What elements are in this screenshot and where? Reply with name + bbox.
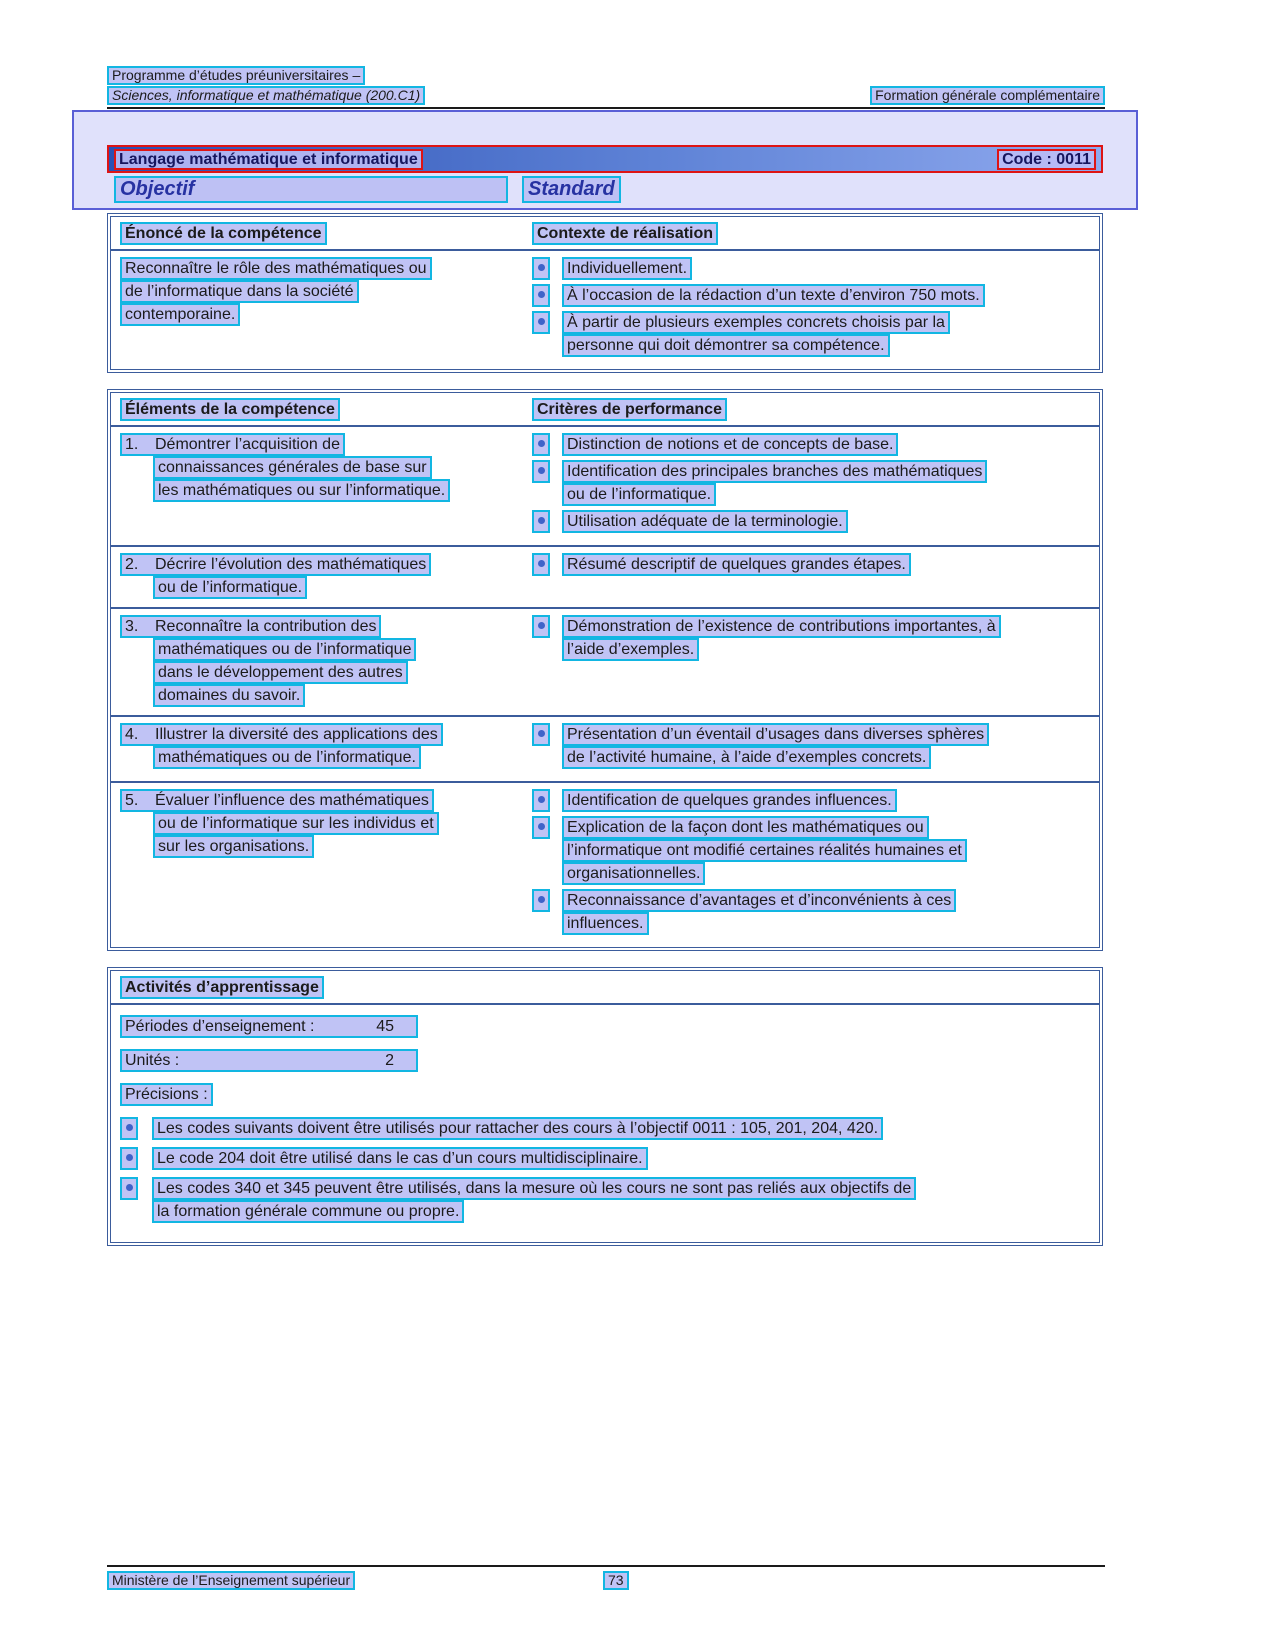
element-row (111, 715, 1099, 781)
text-line (153, 576, 532, 599)
bullet-item (120, 1147, 1090, 1170)
bullet-icon (120, 1147, 138, 1170)
activities-header-row (111, 971, 1099, 1005)
item-text: Illustrer la diversité des applications des (155, 726, 438, 743)
bullet-item (120, 1177, 1090, 1223)
bullet-icon (532, 889, 550, 912)
bullet-lines (562, 460, 987, 506)
text-line-highlight: Présentation d’un éventail d’usages dans diverses sphères (562, 723, 989, 746)
precisions-bullets (120, 1117, 1090, 1223)
activities-table (107, 967, 1103, 1246)
criteres-header: Critères de performance (532, 398, 727, 421)
text-line-highlight: Résumé descriptif de quelques grandes étapes. (562, 553, 911, 576)
bullet-lines (152, 1147, 648, 1170)
bullet-lines (562, 889, 956, 935)
text-line (153, 835, 532, 858)
text-line-highlight: Identification de quelques grandes influences. (562, 789, 897, 812)
bullet-icon (532, 510, 550, 533)
header-line2-row (107, 86, 1105, 105)
page-number: 73 (603, 1571, 629, 1590)
text-line (120, 280, 532, 303)
program-title-line1: Programme d’études préuniversitaires – (107, 66, 365, 85)
text-line-highlight: Identification des principales branches des mathématiques (562, 460, 987, 483)
bullet-dot-icon (538, 622, 545, 629)
objectif-heading (114, 176, 508, 203)
bullet-item (120, 1117, 1090, 1140)
course-code: Code : 0011 (997, 149, 1096, 170)
header-rule (107, 107, 1105, 109)
bullet-icon (532, 257, 550, 280)
footer-row (107, 1571, 1105, 1595)
text-line-highlight (120, 553, 431, 576)
bullet-icon (120, 1117, 138, 1140)
bullet-dot-icon (538, 796, 545, 803)
bullet-lines (562, 615, 1001, 661)
unites-label: Unités : (125, 1052, 180, 1069)
text-line (562, 912, 956, 935)
activities-header: Activités d’apprentissage (120, 976, 324, 999)
bullet-icon (532, 460, 550, 483)
item-number: 3. (125, 618, 139, 635)
text-line (562, 615, 1001, 638)
text-line-highlight: À l’occasion de la rédaction d’un texte d’environ 750 mots. (562, 284, 985, 307)
text-line-highlight (120, 789, 434, 812)
text-line-highlight: l’aide d’exemples. (562, 638, 699, 661)
bullet-lines (152, 1177, 916, 1223)
periodes-label: Périodes d’enseignement : (125, 1018, 315, 1035)
bullet-icon (120, 1177, 138, 1200)
text-line-highlight: de l’informatique dans la société (120, 280, 359, 303)
numbered-line (120, 615, 532, 638)
bullet-dot-icon (538, 264, 545, 271)
element-row (111, 545, 1099, 607)
bullet-item (532, 816, 1095, 885)
item-number: 2. (125, 556, 139, 573)
bullet-item (532, 510, 1095, 533)
text-line (562, 311, 950, 334)
text-line-highlight: ou de l’informatique. (153, 576, 307, 599)
item-text: Reconnaître la contribution des (155, 618, 377, 635)
element-cell (120, 553, 532, 599)
item-text: Démontrer l’acquisition de (155, 436, 340, 453)
text-line (152, 1117, 883, 1140)
item-text: Évaluer l’influence des mathématiques (155, 792, 429, 809)
text-line (152, 1200, 916, 1223)
bullet-item (532, 284, 1095, 307)
bullet-dot-icon (126, 1184, 133, 1191)
bullet-lines (562, 553, 911, 576)
text-line-highlight: Reconnaissance d’avantages et d’inconvénients à ces (562, 889, 956, 912)
item-number: 5. (125, 792, 139, 809)
bullet-icon (532, 789, 550, 812)
bullet-item (532, 553, 1095, 576)
bullet-lines (562, 723, 989, 769)
numbered-line (120, 789, 532, 812)
bullet-lines (562, 257, 692, 280)
title-bar (107, 145, 1103, 173)
bullet-icon (532, 816, 550, 839)
elements-header: Éléments de la compétence (120, 398, 340, 421)
text-line (152, 1177, 916, 1200)
text-line (562, 460, 987, 483)
text-line (562, 723, 989, 746)
bullet-lines (562, 510, 848, 533)
elements-header-cell (120, 398, 532, 421)
elements-rows (111, 427, 1099, 947)
text-line-highlight: Explication de la façon dont les mathématiques ou (562, 816, 929, 839)
bullet-dot-icon (538, 517, 545, 524)
bullet-lines (562, 311, 950, 357)
contexte-cell (532, 257, 1095, 361)
bullet-dot-icon (538, 440, 545, 447)
text-line (562, 334, 950, 357)
criteria-cell (532, 723, 1095, 773)
text-line-highlight: domaines du savoir. (153, 684, 305, 707)
text-line (562, 510, 848, 533)
enonce-header: Énoncé de la compétence (120, 222, 327, 245)
text-line-highlight: influences. (562, 912, 649, 935)
bullet-lines (562, 284, 985, 307)
program-title-line2: Sciences, informatique et mathématique (200.C1) (107, 86, 425, 105)
text-line (562, 862, 967, 885)
unites-line (120, 1049, 1090, 1072)
bullet-dot-icon (538, 730, 545, 737)
element-row (111, 781, 1099, 947)
periodes-row (120, 1015, 418, 1038)
text-line-highlight: de l’activité humaine, à l’aide d’exemples concrets. (562, 746, 931, 769)
criteria-cell (532, 615, 1095, 707)
text-line (153, 746, 532, 769)
bullet-lines (562, 789, 897, 812)
bullet-dot-icon (126, 1154, 133, 1161)
text-line-highlight: organisationnelles. (562, 862, 705, 885)
criteria-cell (532, 433, 1095, 537)
header-right-label: Formation générale complémentaire (870, 86, 1105, 105)
text-line-highlight: mathématiques ou de l’informatique. (153, 746, 421, 769)
text-line-highlight: Les codes 340 et 345 peuvent être utilisés, dans la mesure où les cours ne sont pas reliés aux objectifs de (152, 1177, 916, 1200)
enonce-body-row (111, 251, 1099, 369)
enonce-table (107, 213, 1103, 373)
contexte-header: Contexte de réalisation (532, 222, 718, 245)
bullet-icon (532, 615, 550, 638)
course-title: Langage mathématique et informatique (114, 149, 423, 170)
text-line-highlight (120, 723, 443, 746)
criteria-cell (532, 553, 1095, 599)
text-line-highlight: Distinction de notions et de concepts de base. (562, 433, 898, 456)
text-line-highlight (120, 433, 345, 456)
element-cell (120, 723, 532, 773)
bullet-dot-icon (126, 1124, 133, 1131)
element-row (111, 607, 1099, 715)
criteres-header-cell (532, 398, 1095, 421)
text-line-highlight: À partir de plusieurs exemples concrets choisis par la (562, 311, 950, 334)
bullet-item (532, 433, 1095, 456)
text-line (153, 684, 532, 707)
periodes-line (120, 1015, 1090, 1038)
bullet-item (532, 723, 1095, 769)
element-cell (120, 615, 532, 707)
text-line (562, 433, 898, 456)
text-line (153, 479, 532, 502)
text-line (562, 746, 989, 769)
bullet-icon (532, 723, 550, 746)
precisions-line (120, 1083, 1090, 1106)
element-row (111, 427, 1099, 545)
bullet-item (532, 257, 1095, 280)
footer-rule (107, 1565, 1105, 1567)
text-line-highlight: Utilisation adéquate de la terminologie. (562, 510, 848, 533)
contexte-header-cell (532, 222, 1095, 245)
text-line-highlight: ou de l’informatique sur les individus et (153, 812, 439, 835)
bullet-icon (532, 433, 550, 456)
bullet-icon (532, 311, 550, 334)
bullet-dot-icon (538, 823, 545, 830)
numbered-line (120, 433, 532, 456)
text-line (152, 1147, 648, 1170)
text-line (562, 889, 956, 912)
element-cell (120, 433, 532, 537)
enonce-table-header-row (111, 217, 1099, 251)
bullet-dot-icon (538, 291, 545, 298)
text-line (562, 483, 987, 506)
bullet-lines (152, 1117, 883, 1140)
elements-table-header-row (111, 393, 1099, 427)
standard-label: Standard (522, 176, 621, 203)
periodes-value: 45 (376, 1018, 394, 1035)
text-line-highlight: l’informatique ont modifié certaines réalités humaines et (562, 839, 967, 862)
text-line-highlight: connaissances générales de base sur (153, 456, 432, 479)
text-line-highlight: ou de l’informatique. (562, 483, 716, 506)
enonce-cell (120, 257, 532, 361)
text-line-highlight: contemporaine. (120, 303, 240, 326)
numbered-line (120, 553, 532, 576)
bullet-dot-icon (538, 318, 545, 325)
bullet-icon (532, 553, 550, 576)
text-line (153, 812, 532, 835)
text-line (153, 456, 532, 479)
text-line (153, 638, 532, 661)
text-line-highlight: Le code 204 doit être utilisé dans le cas d’un cours multidisciplinaire. (152, 1147, 648, 1170)
bullet-item (532, 615, 1095, 661)
precisions-label: Précisions : (120, 1083, 213, 1106)
bullet-item (532, 789, 1095, 812)
text-line (562, 816, 967, 839)
text-line-highlight: Individuellement. (562, 257, 692, 280)
footer-ministry: Ministère de l’Enseignement supérieur (107, 1571, 355, 1590)
text-line-highlight: Démonstration de l’existence de contributions importantes, à (562, 615, 1001, 638)
unites-value: 2 (385, 1052, 394, 1069)
bullet-dot-icon (538, 896, 545, 903)
text-line-highlight: sur les organisations. (153, 835, 314, 858)
objectif-label: Objectif (114, 176, 508, 203)
text-line-highlight: Les codes suivants doivent être utilisés pour rattacher des cours à l’objectif 0011 : 105, 201, 204, 420. (152, 1117, 883, 1140)
bullet-dot-icon (538, 560, 545, 567)
item-number: 4. (125, 726, 139, 743)
numbered-line (120, 723, 532, 746)
activities-body (111, 1005, 1099, 1242)
content (107, 213, 1103, 1262)
text-line (120, 257, 532, 280)
bullet-item (532, 311, 1095, 357)
text-line (562, 553, 911, 576)
bullet-item (532, 889, 1095, 935)
elements-table (107, 389, 1103, 951)
bullet-dot-icon (538, 467, 545, 474)
text-line (562, 257, 692, 280)
text-line-highlight: la formation générale commune ou propre. (152, 1200, 464, 1223)
text-line-highlight: personne qui doit démontrer sa compétence. (562, 334, 890, 357)
item-text: Décrire l’évolution des mathématiques (155, 556, 427, 573)
bullet-item (532, 460, 1095, 506)
text-line (120, 303, 532, 326)
text-line-highlight: mathématiques ou de l’informatique (153, 638, 416, 661)
text-line (562, 284, 985, 307)
text-line (562, 789, 897, 812)
criteria-cell (532, 789, 1095, 939)
page-header (107, 66, 1105, 109)
element-cell (120, 789, 532, 939)
text-line-highlight: les mathématiques ou sur l’informatique. (153, 479, 450, 502)
enonce-header-cell (120, 222, 532, 245)
bullet-lines (562, 433, 898, 456)
text-line-highlight: Reconnaître le rôle des mathématiques ou (120, 257, 432, 280)
unites-row (120, 1049, 418, 1072)
standard-heading (522, 176, 621, 203)
text-line (562, 839, 967, 862)
item-number: 1. (125, 436, 139, 453)
text-line-highlight (120, 615, 381, 638)
bullet-lines (562, 816, 967, 885)
header-line1-row (107, 66, 1105, 85)
bullet-icon (532, 284, 550, 307)
text-line (562, 638, 1001, 661)
text-line-highlight: dans le développement des autres (153, 661, 408, 684)
text-line (153, 661, 532, 684)
page-footer (107, 1565, 1105, 1595)
